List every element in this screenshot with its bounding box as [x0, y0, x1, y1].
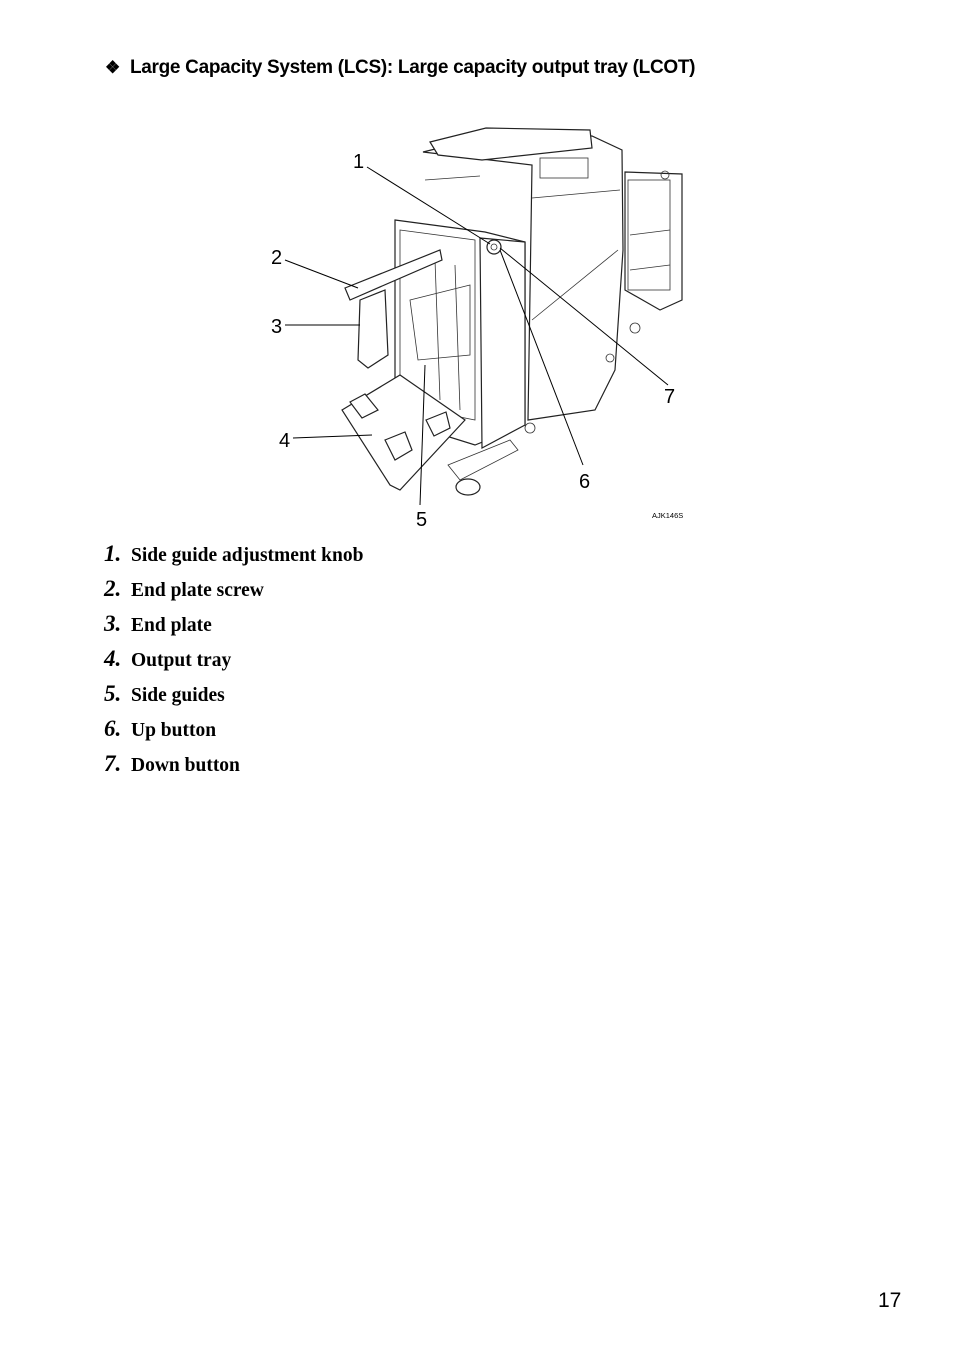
part-label: Down button [131, 755, 240, 776]
callout-5: 5 [416, 509, 428, 531]
list-item: 2. End plate screw [104, 576, 264, 601]
lcot-illustration [250, 120, 700, 535]
callout-2: 2 [271, 247, 283, 269]
part-label: End plate [131, 615, 212, 636]
diamond-bullet-icon: ❖ [105, 58, 120, 77]
heading-text: Large Capacity System (LCS): Large capacity output tray (LCOT) [129, 57, 696, 78]
list-item: 5. Side guides [104, 681, 225, 706]
part-label: Side guides [131, 685, 225, 706]
parts-list [104, 541, 363, 786]
part-label: Output tray [131, 650, 232, 671]
finisher-unit [625, 171, 682, 333]
part-label: Up button [131, 720, 217, 741]
callout-4: 4 [279, 430, 291, 452]
page-number: 17 [878, 1289, 902, 1312]
list-item: 6. Up button [104, 716, 217, 741]
list-item: 1. Side guide adjustment knob [104, 541, 364, 566]
part-label: End plate screw [131, 580, 264, 601]
figure-code: AJK146S [652, 511, 684, 520]
callout-3: 3 [271, 316, 283, 338]
list-item: 3. End plate [104, 611, 212, 636]
section-heading [105, 57, 695, 79]
callout-7: 7 [664, 386, 676, 408]
part-label: Side guide adjustment knob [131, 545, 364, 566]
callout-1: 1 [353, 151, 365, 173]
list-item: 7. Down button [104, 751, 240, 776]
list-item: 4. Output tray [104, 646, 232, 671]
callout-6: 6 [579, 471, 591, 493]
